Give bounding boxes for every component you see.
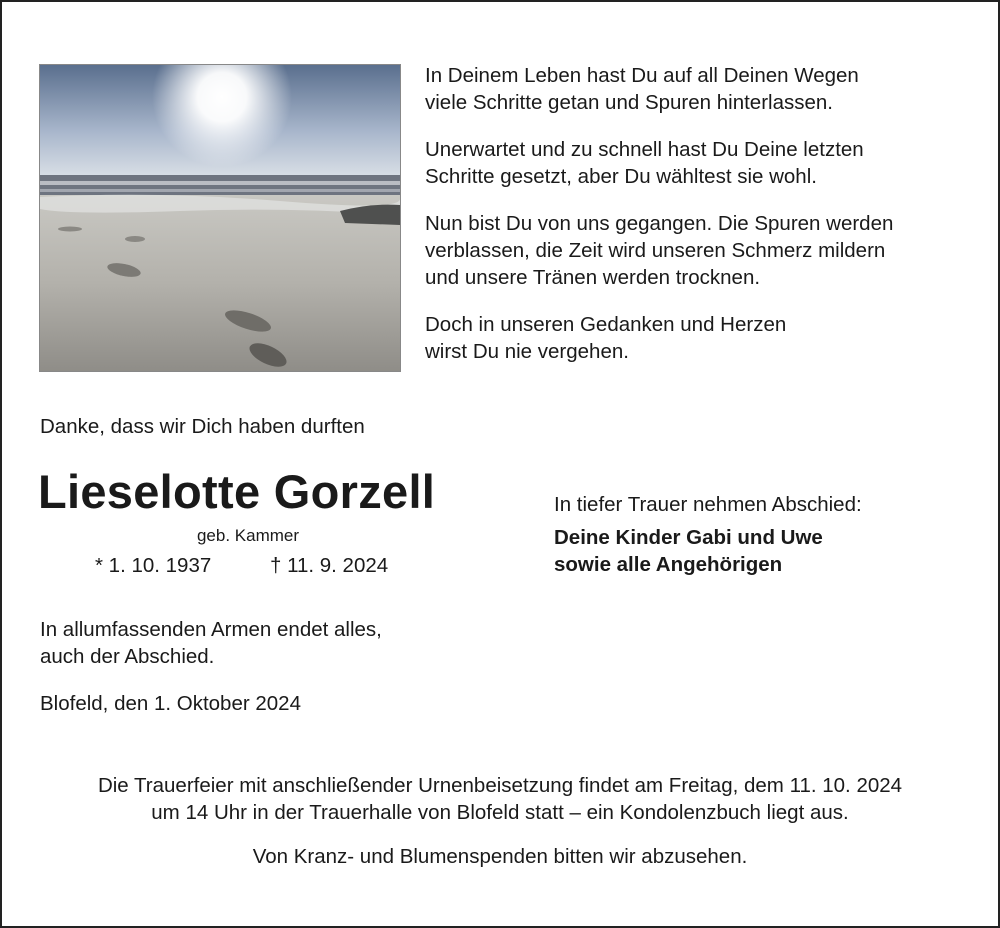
poem: [425, 62, 985, 385]
poem-stanza: Unerwartet und zu schnell hast Du Deine letzten Schritte gesetzt, aber Du wähltest sie wohl.: [425, 138, 864, 188]
deceased-name: Lieselotte Gorzell: [38, 465, 436, 518]
poem-stanza: Doch in unseren Gedanken und Herzen wirst Du nie vergehen.: [425, 313, 787, 363]
thanks-line: Danke, dass wir Dich haben durften: [40, 415, 365, 438]
mourners-names: Deine Kinder Gabi und Uwe sowie alle Angehörigen: [554, 526, 823, 576]
maiden-name: geb. Kammer: [196, 526, 300, 545]
place-date: Blofeld, den 1. Oktober 2024: [40, 692, 301, 715]
birth-date: * 1. 10. 1937: [95, 554, 212, 577]
poem-stanza: Nun bist Du von uns gegangen. Die Spuren werden verblassen, die Zeit wird unseren Schmerz mildern und unsere Tränen werden trocknen.: [425, 212, 894, 289]
poem-stanza: In Deinem Leben hast Du auf all Deinen Wegen viele Schritte getan und Spuren hinterlassen.: [425, 64, 859, 114]
flowers-note: Von Kranz- und Blumenspenden bitten wir abzusehen.: [252, 845, 748, 868]
beach-footprints-image: [40, 65, 400, 371]
death-date: † 11. 9. 2024: [270, 554, 389, 577]
ceremony-info: Die Trauerfeier mit anschließender Urnenbeisetzung findet am Freitag, dem 11. 10. 2024 um 14 Uhr in der Trauerhalle von Blofeld statt – ein Kondolenzbuch liegt aus.: [97, 774, 903, 824]
closing-quote: In allumfassenden Armen endet alles, auch der Abschied.: [40, 618, 382, 668]
mourners-intro: In tiefer Trauer nehmen Abschied:: [554, 493, 862, 516]
beach-footprints-photo: [39, 64, 401, 372]
